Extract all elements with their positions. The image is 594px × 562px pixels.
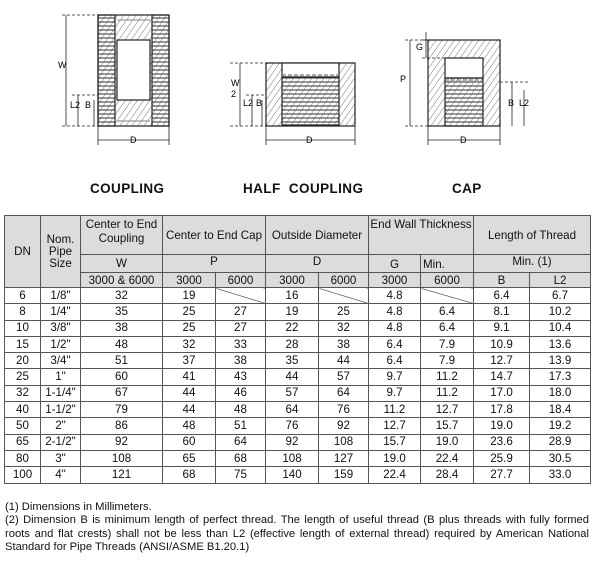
table-cell: 92: [81, 434, 163, 450]
table-cell: 1/2": [41, 336, 81, 352]
table-cell: 13.6: [530, 336, 591, 352]
table-cell: 25.9: [474, 450, 530, 466]
table-cell: 57: [266, 385, 319, 401]
header-nom-pipe-size: Nom. Pipe Size: [41, 216, 81, 288]
table-cell: 25: [319, 304, 369, 320]
header-end-wall: End Wall Thickness: [369, 216, 474, 255]
header-thread-b: B: [474, 273, 530, 288]
header-od-3000: 3000: [266, 273, 319, 288]
cap-dim-d: D: [460, 135, 467, 145]
table-cell: 140: [266, 467, 319, 483]
table-cell: 27: [216, 320, 266, 336]
table-body: [5, 288, 591, 484]
table-row: [5, 304, 591, 320]
coupling-drawing: [62, 15, 169, 145]
table-cell: 20: [5, 353, 41, 369]
table-cell: 67: [81, 385, 163, 401]
table-cell: 57: [319, 369, 369, 385]
table-cell: 3": [41, 450, 81, 466]
table-cell: 4.8: [369, 288, 421, 304]
table-cell: 10.9: [474, 336, 530, 352]
table-cell: 76: [266, 418, 319, 434]
table-cell: 17.0: [474, 385, 530, 401]
table-cell: 28.9: [530, 434, 591, 450]
dimension-table: [4, 215, 591, 484]
table-cell: 32: [319, 320, 369, 336]
header-thread-min: Min. (1): [474, 255, 591, 273]
header-cap: Center to End Cap: [163, 216, 266, 255]
table-cell: 11.2: [369, 402, 421, 418]
table-row: [5, 418, 591, 434]
table-cell: 75: [216, 467, 266, 483]
table-row: [5, 385, 591, 401]
half-coupling-caption: HALF COUPLING: [243, 181, 364, 196]
table-cell: 51: [216, 418, 266, 434]
header-coupling: Center to End Coupling: [81, 216, 163, 255]
header-cap-3000: 3000: [163, 273, 216, 288]
footnotes: [5, 501, 589, 555]
table-cell: 4.8: [369, 304, 421, 320]
table-row: [5, 336, 591, 352]
table-cell: 64: [266, 402, 319, 418]
table-cell: 64: [216, 434, 266, 450]
table-cell: 43: [216, 369, 266, 385]
table-cell: 7.9: [421, 336, 474, 352]
table-row: [5, 320, 591, 336]
table-cell: 2": [41, 418, 81, 434]
table-cell: 6.4: [474, 288, 530, 304]
table-cell: 108: [81, 450, 163, 466]
table-cell: 15: [5, 336, 41, 352]
table-cell: 22: [266, 320, 319, 336]
table-cell: 121: [81, 467, 163, 483]
table-cell: 35: [266, 353, 319, 369]
table-cell: 48: [81, 336, 163, 352]
half-coupling-dim-d: D: [306, 135, 313, 145]
coupling-dim-b: B: [85, 100, 92, 110]
footnote-1: (1) Dimensions in Millimeters.: [5, 501, 152, 513]
table-cell: 65: [5, 434, 41, 450]
table-cell: 68: [163, 467, 216, 483]
table-cell: 10.4: [530, 320, 591, 336]
half-coupling-dim-w: W: [231, 78, 240, 88]
table-cell: 48: [163, 418, 216, 434]
table-cell: [319, 288, 369, 304]
table-cell: 16: [266, 288, 319, 304]
table-cell: 22.4: [369, 467, 421, 483]
header-wall-min: Min.: [421, 255, 474, 273]
table-cell: 44: [163, 385, 216, 401]
table-cell: 44: [319, 353, 369, 369]
table-cell: 37: [163, 353, 216, 369]
table-cell: 1/4": [41, 304, 81, 320]
table-cell: 64: [319, 385, 369, 401]
table-cell: 19: [266, 304, 319, 320]
table-cell: 40: [5, 402, 41, 418]
table-cell: 80: [5, 450, 41, 466]
header-class-3000-6000: 3000 & 6000: [81, 273, 163, 288]
coupling-caption: COUPLING: [90, 181, 165, 196]
table-cell: 7.9: [421, 353, 474, 369]
table-cell: 27: [216, 304, 266, 320]
header-thread-l2: L2: [530, 273, 591, 288]
table-cell: 8: [5, 304, 41, 320]
table-cell: 92: [266, 434, 319, 450]
header-wall-g: G: [369, 255, 421, 273]
table-cell: 46: [216, 385, 266, 401]
table-cell: 9.7: [369, 385, 421, 401]
table-cell: 38: [319, 336, 369, 352]
table-cell: 1-1/4": [41, 385, 81, 401]
header-cap-p: P: [163, 255, 266, 273]
table-cell: [421, 288, 474, 304]
table-cell: 9.1: [474, 320, 530, 336]
table-cell: 35: [81, 304, 163, 320]
table-cell: 12.7: [369, 418, 421, 434]
header-od-6000: 6000: [319, 273, 369, 288]
table-cell: 8.1: [474, 304, 530, 320]
table-cell: 100: [5, 467, 41, 483]
header-cap-6000: 6000: [216, 273, 266, 288]
header-dn: DN: [5, 216, 41, 288]
table-cell: 68: [216, 450, 266, 466]
table-cell: 79: [81, 402, 163, 418]
table-cell: 108: [319, 434, 369, 450]
table-cell: 92: [319, 418, 369, 434]
table-cell: 19: [163, 288, 216, 304]
table-cell: 65: [163, 450, 216, 466]
table-row: [5, 467, 591, 483]
table-cell: 6.4: [369, 353, 421, 369]
table-cell: 3/8": [41, 320, 81, 336]
table-row: [5, 369, 591, 385]
cap-drawing: [405, 32, 530, 145]
table-cell: 2-1/2": [41, 434, 81, 450]
table-cell: 60: [81, 369, 163, 385]
header-wall-6000: 6000: [421, 273, 474, 288]
table-cell: 14.7: [474, 369, 530, 385]
table-cell: 1-1/2": [41, 402, 81, 418]
table-cell: 25: [163, 320, 216, 336]
table-cell: 25: [5, 369, 41, 385]
table-cell: 50: [5, 418, 41, 434]
table-cell: 19.2: [530, 418, 591, 434]
cap-dim-b: B: [508, 98, 515, 108]
table-cell: 12.7: [474, 353, 530, 369]
table-row: [5, 353, 591, 369]
half-coupling-dim-l2: L2: [243, 98, 254, 108]
table-cell: 25: [163, 304, 216, 320]
table-cell: 38: [81, 320, 163, 336]
header-outside-diameter: Outside Diameter: [266, 216, 369, 255]
table-cell: 28.4: [421, 467, 474, 483]
table-cell: 108: [266, 450, 319, 466]
footnote-2: (2) Dimension B is minimum length of perfect thread. The length of useful thread (B plus threads with fully formed roots and flat crests) shall not be less than L2 (effective length of external thread) required by American National Standard for Pipe Threads (ANSI/ASME B1.20.1): [5, 514, 589, 554]
table-cell: 10: [5, 320, 41, 336]
header-thread-length: Length of Thread: [474, 216, 591, 255]
table-cell: 32: [5, 385, 41, 401]
table-cell: 60: [163, 434, 216, 450]
header-wall-3000: 3000: [369, 273, 421, 288]
table-cell: 4.8: [369, 320, 421, 336]
table-cell: 6.4: [421, 320, 474, 336]
table-cell: 15.7: [369, 434, 421, 450]
cap-dim-p: P: [400, 74, 407, 84]
table-cell: 11.2: [421, 369, 474, 385]
half-coupling-dim-2: 2: [231, 89, 237, 99]
table-cell: 11.2: [421, 385, 474, 401]
header-coupling-w: W: [81, 255, 163, 273]
half-coupling-dim-b: B: [256, 98, 263, 108]
table-cell: 22.4: [421, 450, 474, 466]
cap-dim-g: G: [416, 42, 424, 52]
table-cell: 3/4": [41, 353, 81, 369]
cap-caption: CAP: [452, 181, 482, 196]
table-cell: 38: [216, 353, 266, 369]
table-cell: 6.4: [369, 336, 421, 352]
table-cell: 44: [266, 369, 319, 385]
table-cell: 23.6: [474, 434, 530, 450]
table-cell: 33: [216, 336, 266, 352]
table-cell: 33.0: [530, 467, 591, 483]
table-cell: 6.4: [421, 304, 474, 320]
table-cell: 1": [41, 369, 81, 385]
table-cell: 18.0: [530, 385, 591, 401]
table-cell: 76: [319, 402, 369, 418]
table-row: [5, 288, 591, 304]
header-od-d: D: [266, 255, 369, 273]
table-cell: 6: [5, 288, 41, 304]
table-cell: 159: [319, 467, 369, 483]
table-cell: 51: [81, 353, 163, 369]
table-cell: 86: [81, 418, 163, 434]
cap-dim-l2: L2: [519, 98, 530, 108]
table-cell: 1/8": [41, 288, 81, 304]
table-cell: 18.4: [530, 402, 591, 418]
table-cell: 27.7: [474, 467, 530, 483]
table-cell: 127: [319, 450, 369, 466]
table-cell: 17.8: [474, 402, 530, 418]
table-cell: 10.2: [530, 304, 591, 320]
table-cell: 32: [163, 336, 216, 352]
table-cell: 28: [266, 336, 319, 352]
coupling-dim-w: W: [58, 60, 67, 70]
table-cell: 6.7: [530, 288, 591, 304]
table-cell: 44: [163, 402, 216, 418]
table-cell: 41: [163, 369, 216, 385]
table-cell: 30.5: [530, 450, 591, 466]
table-cell: 19.0: [474, 418, 530, 434]
table-cell: [216, 288, 266, 304]
table-cell: 13.9: [530, 353, 591, 369]
table-cell: 9.7: [369, 369, 421, 385]
coupling-dim-d: D: [130, 135, 137, 145]
table-row: [5, 434, 591, 450]
table-cell: 12.7: [421, 402, 474, 418]
table-cell: 32: [81, 288, 163, 304]
table-cell: 17.3: [530, 369, 591, 385]
table-row: [5, 450, 591, 466]
table-cell: 19.0: [369, 450, 421, 466]
table-row: [5, 402, 591, 418]
table-cell: 4": [41, 467, 81, 483]
table-cell: 15.7: [421, 418, 474, 434]
coupling-dim-l2: L2: [70, 100, 81, 110]
table-cell: 19.0: [421, 434, 474, 450]
table-cell: 48: [216, 402, 266, 418]
